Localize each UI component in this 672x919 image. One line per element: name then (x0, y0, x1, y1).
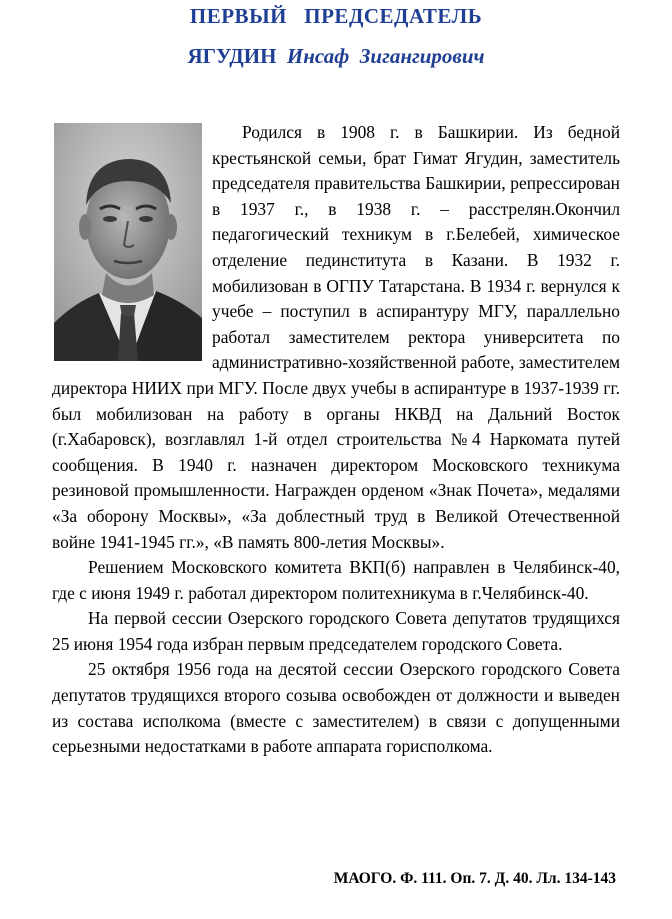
document-title: ПЕРВЫЙ ПРЕДСЕДАТЕЛЬ (189, 4, 483, 28)
person-name-heading (0, 44, 672, 69)
biography-text (52, 120, 620, 760)
photo-spacer (52, 120, 212, 374)
archive-source-reference: МАОГО. Ф. 111. Оп. 7. Д. 40. Лл. 134-143 (333, 870, 616, 887)
biography-paragraph: Решением Московского комитета ВКП(б) направлен в Челябинск-40, где с июня 1949 г. работал директором политехникума в г.Челябинск-40. (52, 557, 620, 603)
biography-paragraph: 25 октября 1956 года на десятой сессии Озерского городского Совета депутатов трудящихся второго созыва освобожден от должности и выведен из состава исполкома (вместе с заместителем) в связи с допущенными серьезными недостатками в работе аппарата горисполкома. (52, 659, 620, 757)
person-surname: ЯГУДИН (187, 44, 277, 68)
biography-paragraph: Родился в 1908 г. в Башкирии. Из бедной крестьянской семьи, брат Гимат Ягудин, заместитель председателя правительства Башкирии, репрессирован в 1937 г., в 1938 г. – расстрелян.Окончил педагогический техникум в г.Белебей, химическое отделение пединститута в Казани. В 1932 г. мобилизован в ОГПУ Татарстана. В 1934 г. вернулся к учебе – поступил в аспирантуру МГУ, параллельно работал заместителем ректора университета по административно-хозяйственной работе, заместителем директора НИИХ при МГУ. После двух учебы в аспирантуре в 1937-1939 гг. был мобилизован на работу в органы НКВД на Дальний Восток (г.Хабаровск), возглавлял 1-й отдел строительства №4 Наркомата путей сообщения. В 1940 г. назначен директором Московского техникума резиновой промышленности. Награжден орденом «Знак Почета», медалями «За оборону Москвы», «За доблестный труд в Великой Отечественной войне 1941-1945 гг.», «В память 800-летия Москвы». (52, 122, 620, 552)
person-given-names: Инсаф Зигангирович (286, 44, 485, 68)
biography-paragraph: На первой сессии Озерского городского Совета депутатов трудящихся 25 июня 1954 года избран первым председателем городского Совета. (52, 608, 620, 654)
